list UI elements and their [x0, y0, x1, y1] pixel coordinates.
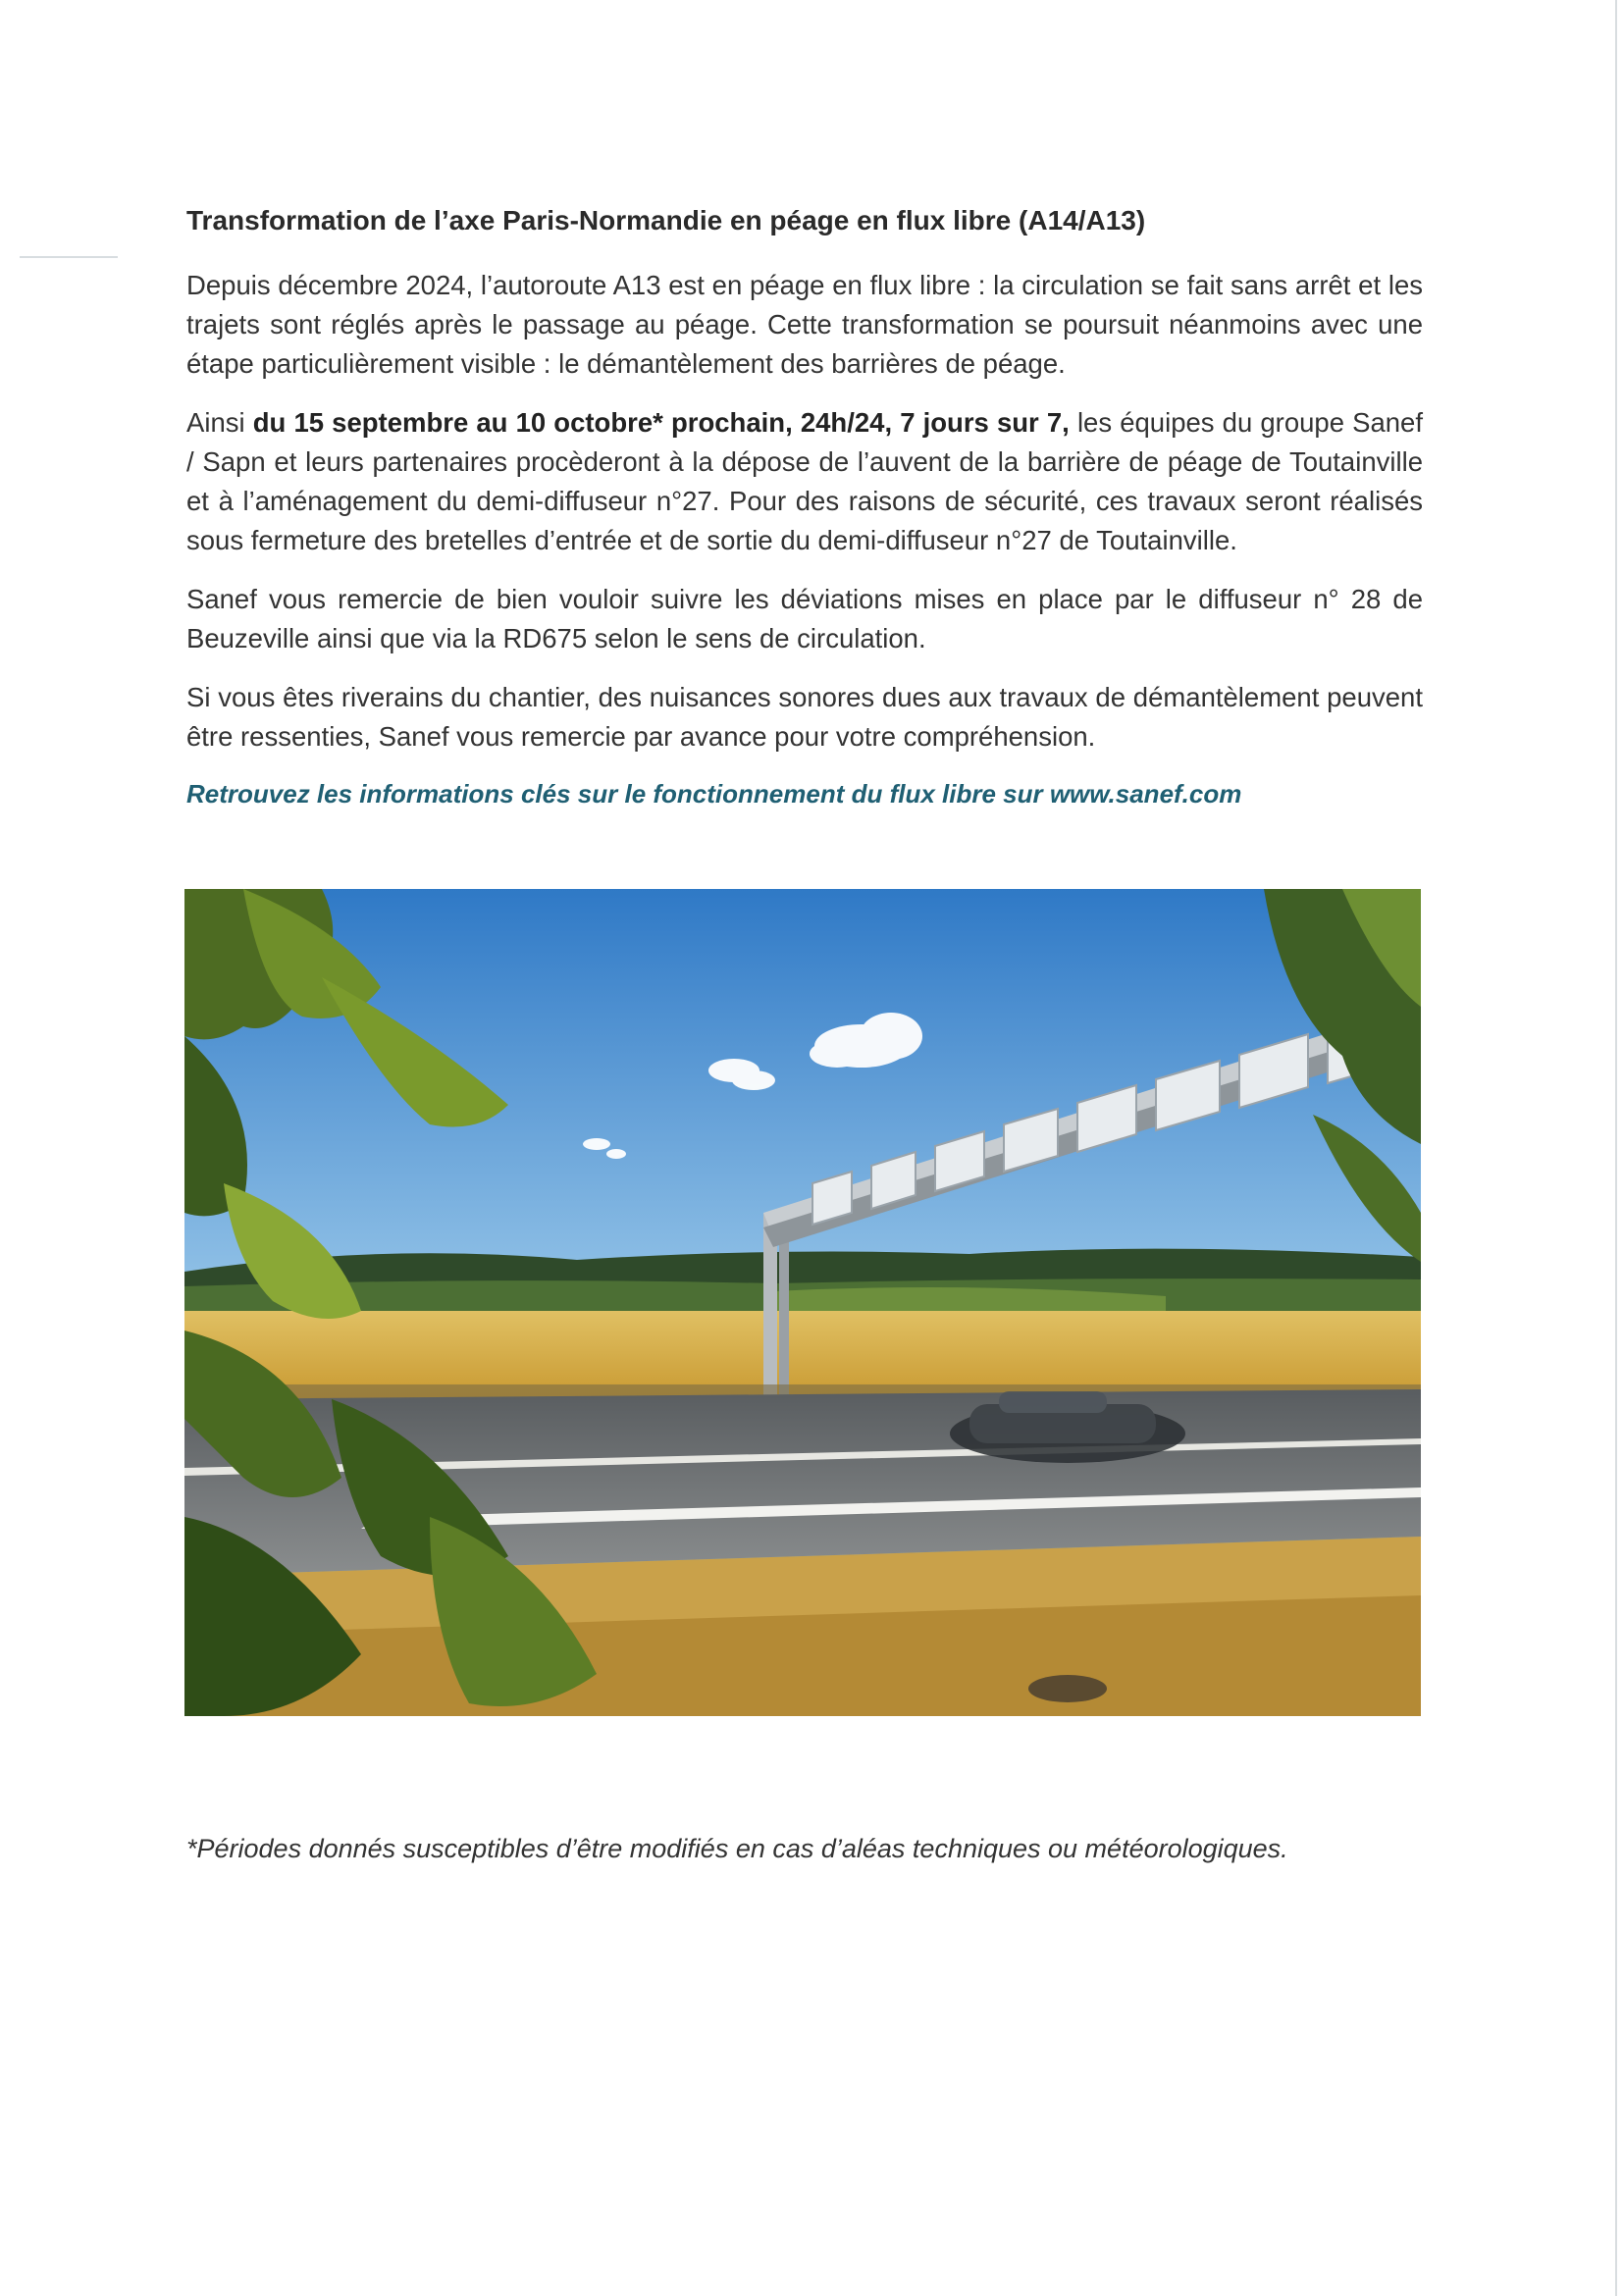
scan-artifact: [1615, 0, 1617, 2296]
schedule-lead: Ainsi: [186, 407, 253, 438]
scan-artifact: [20, 256, 118, 258]
paragraph-residents: Si vous êtes riverains du chantier, des nuisances sonores dues aux travaux de démantèlement peuvent être ressenties, Sanef vous remercie par avance pour votre compréhension.: [186, 682, 1423, 752]
sanef-info-link[interactable]: Retrouvez les informations clés sur le fonctionnement du flux libre sur www.sanef.com: [186, 779, 1242, 809]
footnote: *Périodes donnés susceptibles d’être modifiés en cas d’aléas techniques ou météorologiques.: [186, 1834, 1288, 1863]
schedule-details: les équipes du groupe Sanef / Sapn et leurs partenaires procèderont à la dépose de l’auvent de la barrière de péage de Toutainville et à l’aménagement du demi-diffuseur n°27. Pour des raisons de sécurité, ces travaux seront réalisés sous fermeture des bretelles d’entrée et de sortie du demi-diffuseur n°27 de Toutainville.: [186, 407, 1423, 555]
schedule-dates: du 15 septembre au 10 octobre* prochain, 24h/24, 7 jours sur 7,: [252, 407, 1070, 438]
paragraph-schedule: [186, 403, 1423, 560]
document-title: Transformation de l’axe Paris-Normandie en péage en flux libre (A14/A13): [186, 205, 1146, 235]
document-body: [186, 201, 1423, 833]
paragraph-intro: Depuis décembre 2024, l’autoroute A13 est en péage en flux libre : la circulation se fait sans arrêt et les trajets sont réglés après le passage au péage. Cette transformation se poursuit néanmoins avec une étape particulièrement visible : le démantèlement des barrières de péage.: [186, 270, 1423, 379]
highway-photo: [184, 889, 1421, 1716]
paragraph-detours: Sanef vous remercie de bien vouloir suivre les déviations mises en place par le diffuseur n° 28 de Beuzeville ainsi que via la RD675 selon le sens de circulation.: [186, 584, 1423, 653]
